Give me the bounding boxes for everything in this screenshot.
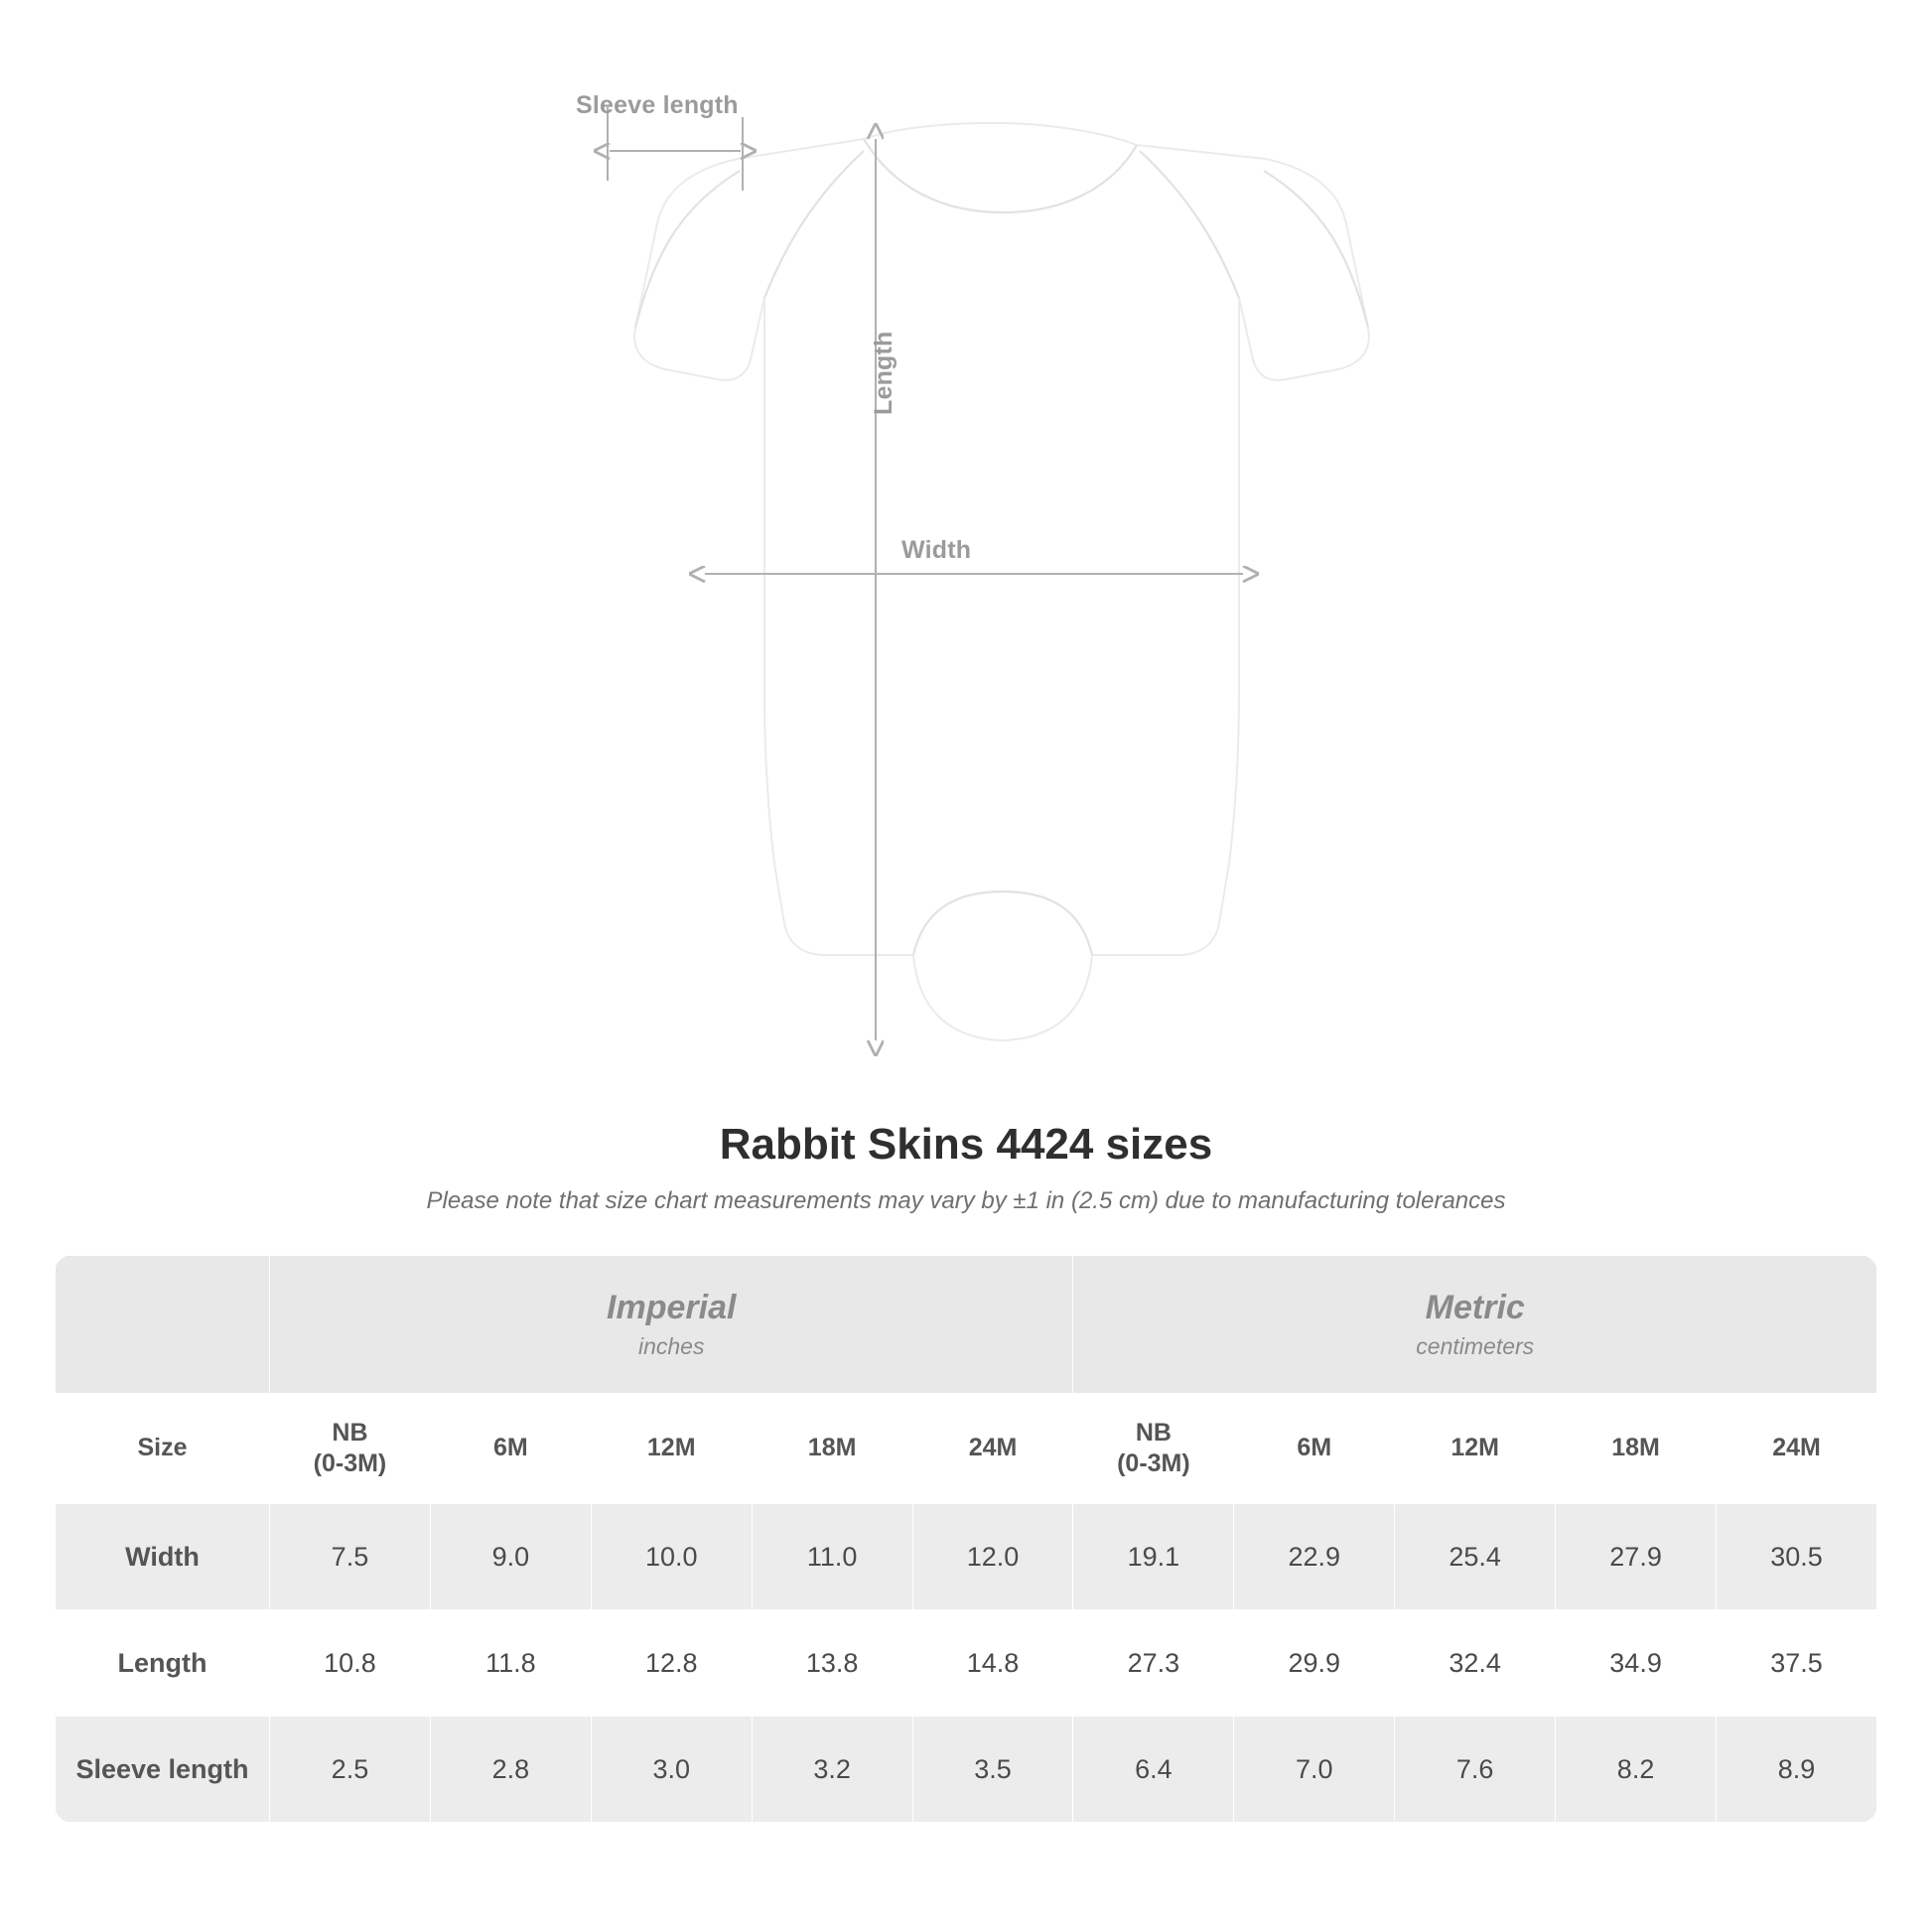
tolerance-note: Please note that size chart measurements may vary by ±1 in (2.5 cm) due to manufacturing tolerances	[426, 1187, 1506, 1214]
chart-heading	[0, 1120, 1932, 1215]
imperial-subtitle: inches	[637, 1333, 705, 1360]
cell-width-metric-18m: 27.9	[1556, 1504, 1717, 1610]
cell-length-metric-6m: 29.9	[1234, 1610, 1395, 1717]
column-header-row	[56, 1394, 1877, 1504]
page-title: Rabbit Skins 4424 sizes	[719, 1120, 1213, 1169]
imperial-title: Imperial	[607, 1288, 737, 1326]
table-row	[56, 1504, 1877, 1610]
cell-width-imperial-6m: 9.0	[430, 1504, 591, 1610]
header-metric-6m: 6M	[1234, 1394, 1395, 1504]
metric-subtitle: centimeters	[1416, 1333, 1535, 1360]
cell-width-metric-nb: 19.1	[1073, 1504, 1234, 1610]
row-label-width: Width	[56, 1504, 270, 1610]
sleeve-length-label: Sleeve length	[576, 91, 739, 119]
cell-length-metric-24m: 37.5	[1717, 1610, 1877, 1717]
header-imperial-nb: NB (0-3M)	[270, 1394, 431, 1504]
cell-sleeve-metric-24m: 8.9	[1717, 1717, 1877, 1823]
cell-sleeve-imperial-12m: 3.0	[591, 1717, 752, 1823]
cell-width-imperial-nb: 7.5	[270, 1504, 431, 1610]
header-metric-18m: 18M	[1556, 1394, 1717, 1504]
header-size: Size	[56, 1394, 270, 1504]
cell-sleeve-metric-12m: 7.6	[1395, 1717, 1556, 1823]
row-label-sleeve-length: Sleeve length	[56, 1717, 270, 1823]
table-row	[56, 1717, 1877, 1823]
cell-sleeve-imperial-nb: 2.5	[270, 1717, 431, 1823]
cell-width-metric-6m: 22.9	[1234, 1504, 1395, 1610]
header-metric-nb: NB (0-3M)	[1073, 1394, 1234, 1504]
size-chart-table	[55, 1255, 1877, 1823]
cell-length-imperial-24m: 14.8	[912, 1610, 1073, 1717]
cell-width-metric-12m: 25.4	[1395, 1504, 1556, 1610]
cell-sleeve-metric-nb: 6.4	[1073, 1717, 1234, 1823]
cell-width-metric-24m: 30.5	[1717, 1504, 1877, 1610]
cell-length-metric-12m: 32.4	[1395, 1610, 1556, 1717]
cell-sleeve-imperial-18m: 3.2	[752, 1717, 912, 1823]
cell-length-imperial-nb: 10.8	[270, 1610, 431, 1717]
unit-header-blank	[56, 1256, 270, 1394]
header-imperial-18m: 18M	[752, 1394, 912, 1504]
unit-header-row	[56, 1256, 1877, 1394]
header-imperial-24m: 24M	[912, 1394, 1073, 1504]
cell-sleeve-imperial-24m: 3.5	[912, 1717, 1073, 1823]
cell-length-metric-nb: 27.3	[1073, 1610, 1234, 1717]
cell-sleeve-metric-18m: 8.2	[1556, 1717, 1717, 1823]
cell-length-imperial-12m: 12.8	[591, 1610, 752, 1717]
header-imperial-6m: 6M	[430, 1394, 591, 1504]
metric-title: Metric	[1425, 1288, 1525, 1326]
unit-header-metric	[1073, 1256, 1877, 1394]
length-label: Length	[870, 331, 897, 415]
cell-width-imperial-12m: 10.0	[591, 1504, 752, 1610]
cell-width-imperial-18m: 11.0	[752, 1504, 912, 1610]
table-row	[56, 1610, 1877, 1717]
width-label: Width	[901, 536, 972, 564]
cell-width-imperial-24m: 12.0	[912, 1504, 1073, 1610]
size-table-wrapper	[55, 1255, 1877, 1823]
header-metric-24m: 24M	[1717, 1394, 1877, 1504]
cell-length-imperial-18m: 13.8	[752, 1610, 912, 1717]
row-label-length: Length	[56, 1610, 270, 1717]
cell-length-imperial-6m: 11.8	[430, 1610, 591, 1717]
unit-header-imperial	[270, 1256, 1073, 1394]
cell-sleeve-imperial-6m: 2.8	[430, 1717, 591, 1823]
header-metric-12m: 12M	[1395, 1394, 1556, 1504]
cell-sleeve-metric-6m: 7.0	[1234, 1717, 1395, 1823]
header-imperial-12m: 12M	[591, 1394, 752, 1504]
cell-length-metric-18m: 34.9	[1556, 1610, 1717, 1717]
